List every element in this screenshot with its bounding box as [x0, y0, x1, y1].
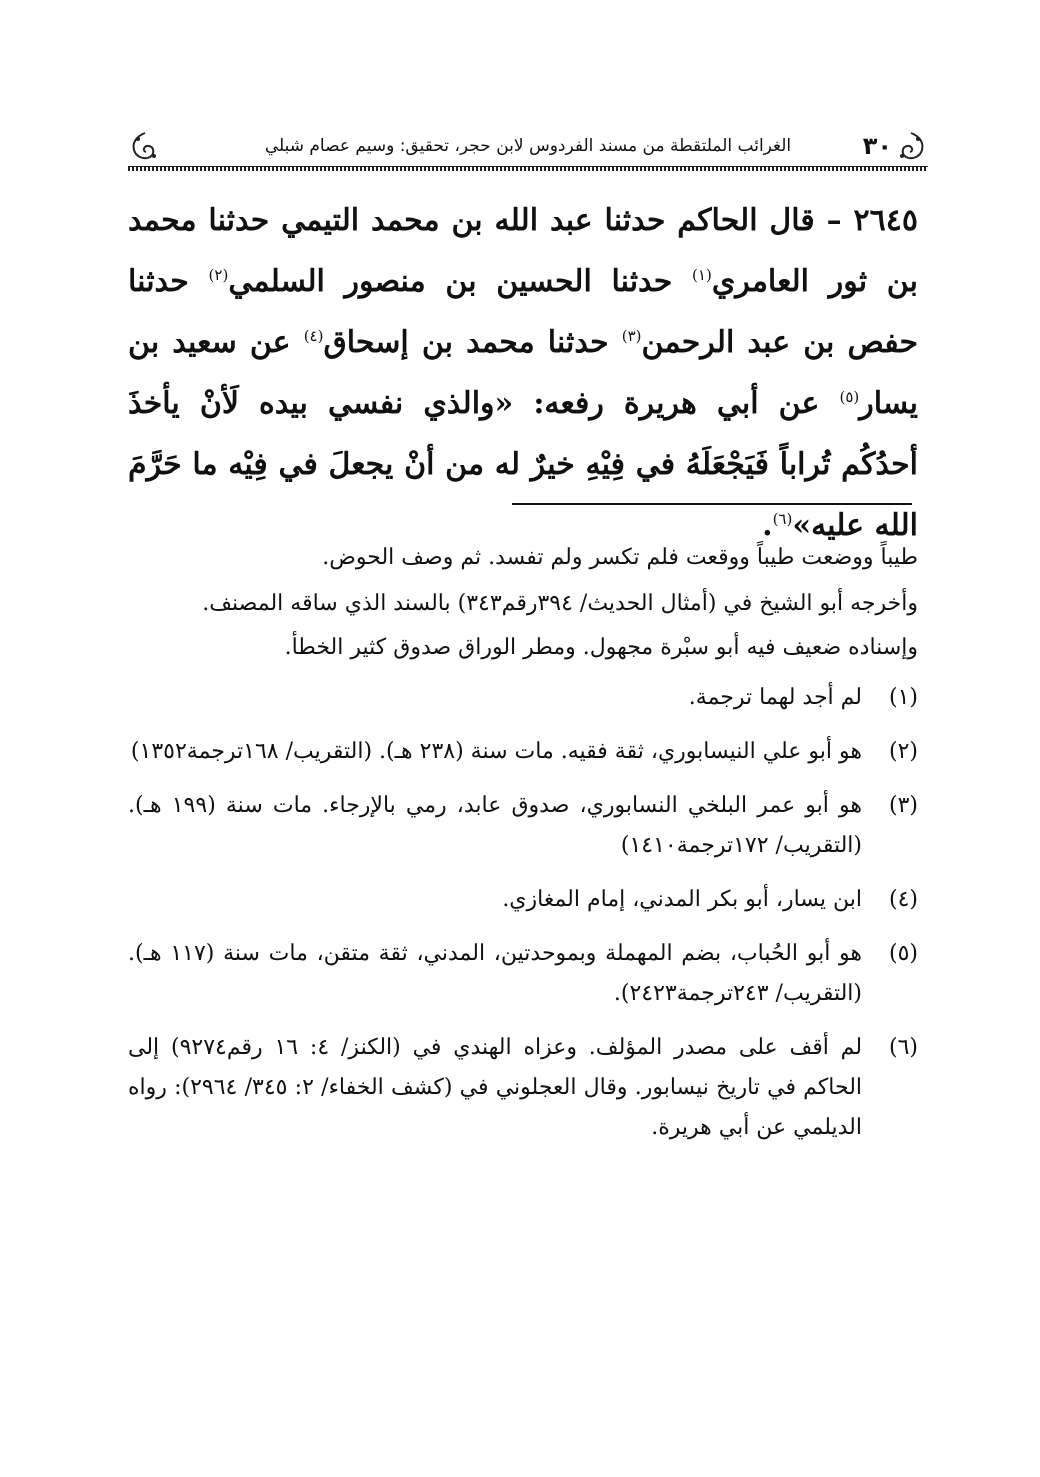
footnote-number: (١) [888, 685, 918, 710]
hadith-text: «والذي نفسي بيده لَأنْ يأخذَ أحدُكُم تُراباً فَيَجْعَلَهُ في فِيْهِ خيرٌ له من أنْ يجعلَ في فِيْه ما حَرَّمَ الله عليه» [128, 386, 918, 543]
footnote-ref: (٢) [208, 266, 229, 284]
footnote-ref: (٣) [621, 327, 642, 345]
page-number: ٣٠ [862, 132, 892, 160]
footnote-number: (٤) [888, 887, 918, 912]
footnote-number: (٦) [888, 1035, 918, 1060]
header-row [128, 128, 928, 166]
footnote-ref: (٥) [839, 388, 860, 406]
continued-note: وأخرجه أبو الشيخ في (أمثال الحديث/ ٣٩٤رقم٣٤٣) بالسند الذي ساقه المصنف. [202, 591, 918, 616]
footnote-number: (٥) [888, 941, 918, 966]
ornament-right-icon [894, 130, 928, 162]
footnotes-section [128, 538, 918, 1162]
footnote-item [128, 732, 918, 772]
footnote-text: لم أقف على مصدر المؤلف. وعزاه الهندي في (الكنز/ ٤: ١٦ رقم٩٢٧٤) إلى الحاكم في تاريخ نيسابور. وقال العجلوني في (كشف الخفاء/ ٢: ٣٤٥/ ٢٩٦٤): رواه الديلمي عن أبي هريرة. [128, 1035, 863, 1140]
continued-note: طيباً ووضعت طيباً ووقعت فلم تكسر ولم تفسد. ثم وصف الحوض. [322, 545, 918, 570]
footnote-ref: (١) [692, 266, 712, 284]
end-mark: . [762, 508, 773, 543]
ornament-left-icon [128, 130, 162, 162]
footnote-text: ابن يسار، أبو بكر المدني، إمام المغازي. [502, 887, 862, 912]
footnote-item [128, 934, 918, 1014]
footnote-number: (٢) [888, 739, 918, 764]
footnote-text: هو أبو الحُباب، بضم المهملة وبموحدتين، المدني، ثقة متقن، مات سنة (١١٧ هـ). (التقريب/ ٢٤٣ترجمة٢٤٢٣). [128, 941, 862, 1006]
chain-segment: ثور العامري [711, 264, 868, 299]
header-rule [128, 166, 928, 171]
chain-segment: عن أبي هريرة رفعه: [513, 386, 840, 421]
main-paragraph [128, 190, 918, 556]
footnote-item [128, 678, 918, 718]
page-header [128, 128, 928, 170]
footnote-ref: (٤) [303, 327, 324, 345]
continued-note: وإسناده ضعيف فيه أبو سبْرة مجهول. ومطر الوراق صدوق كثير الخطأ. [284, 635, 918, 660]
footnote-text: لم أجد لهما ترجمة. [688, 685, 862, 710]
main-text [128, 190, 918, 556]
footnote-item [128, 1028, 918, 1148]
chain-segment: حدثنا حفص بن عبد الرحمن [128, 264, 918, 360]
footnote-text: هو أبو عمر البلخي النسابوري، صدوق عابد، رمي بالإرجاء. مات سنة (١٩٩ هـ). (التقريب/ ١٧٢ترجمة١٤١٠) [128, 793, 862, 858]
footnote-ref: (٦) [772, 510, 793, 528]
running-title: الغرائب الملتقطة من مسند الفردوس لابن حجر، تحقيق: وسيم عصام شبلي [264, 136, 792, 156]
chain-segment: عن سعيد بن يسار [128, 325, 918, 421]
footnote-item [128, 880, 918, 920]
chain-segment: حدثنا محمد بن إسحاق [323, 325, 622, 360]
footnote-text: هو أبو علي النيسابوري، ثقة فقيه. مات سنة (٢٣٨ هـ). (التقريب/ ١٦٨ترجمة١٣٥٢) [130, 739, 862, 764]
footnote-divider [512, 503, 912, 505]
chain-segment: حدثنا الحسين بن منصور السلمي [228, 264, 693, 299]
footnote-item [128, 786, 918, 866]
footnote-number: (٣) [888, 793, 918, 818]
hadith-number-line: ٢٦٤٥ – قال الحاكم حدثنا عبد الله بن محمد التيمي حدثنا محمد بن [128, 203, 918, 299]
